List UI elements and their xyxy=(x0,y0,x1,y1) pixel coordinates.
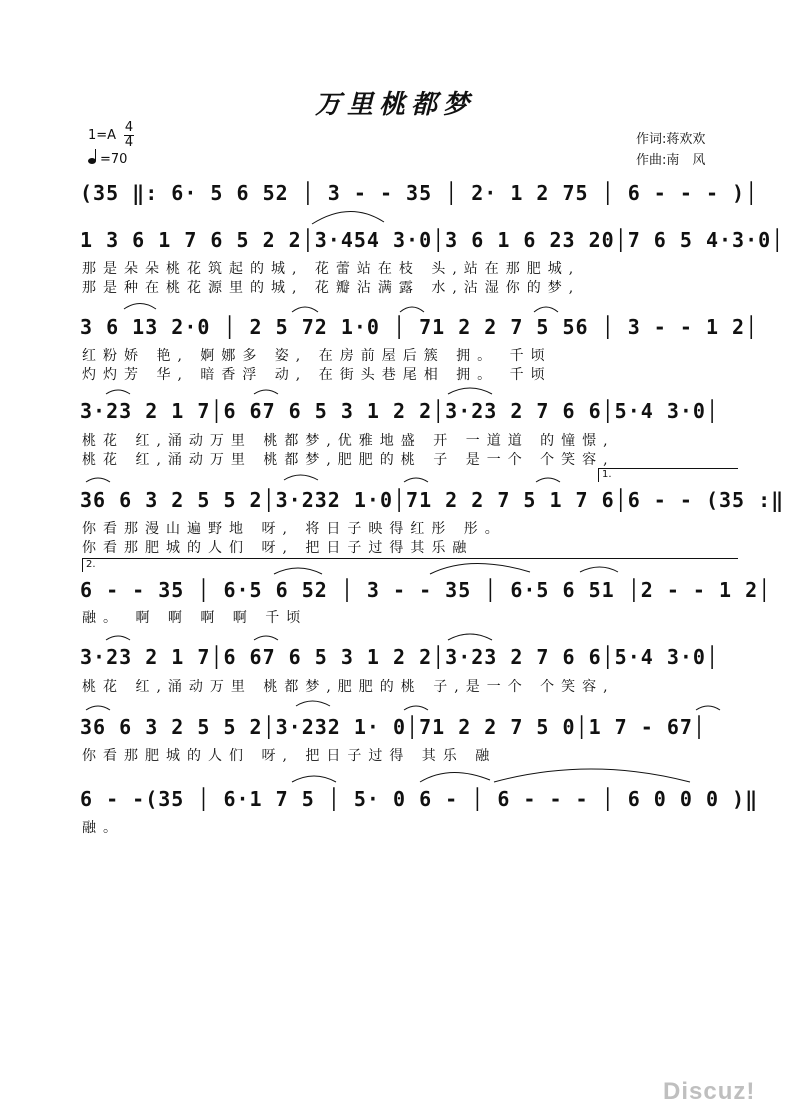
lyric-line: 融。 xyxy=(82,820,124,836)
notation-row: 6 - - 35 │ 6·5 6 52 │ 3 - - 35 │ 6·5 6 51 │2 - - 1 2│ xyxy=(80,578,772,602)
time-signature-bottom: 4 xyxy=(124,135,134,150)
notation-row: 3 6 13 2·0 │ 2 5 72 1·0 │ 71 2 2 7 5 56 │ 3 - - 1 2│ xyxy=(80,315,759,339)
time-signature-top: 4 xyxy=(124,120,134,135)
composer-credit: 作曲:南 风 xyxy=(636,153,706,168)
song-title: 万里桃都梦 xyxy=(314,90,475,120)
notation-row: 1 3 6 1 7 6 5 2 2│3·454 3·0│3 6 1 6 23 20│7 6 5 4·3·0│ xyxy=(80,228,785,252)
lyric-line: 你看那肥城的人们 呀, 把日子过得其乐融 xyxy=(82,540,474,556)
notation-row-intro: (35 ‖: 6· 5 6 52 │ 3 - - 35 │ 2· 1 2 75 │ 6 - - - )│ xyxy=(80,181,759,205)
notation-row-outro: 6 - -(35 │ 6·1 7 5 │ 5· 0 6 - │ 6 - - - │ 6 0 0 0 )‖ xyxy=(80,787,759,811)
lyric-line: 桃花 红,涌动万里 桃都梦,优雅地盛 开 一道道 的憧憬, xyxy=(82,433,615,449)
lyric-line: 灼灼芳 华, 暗香浮 动, 在街头巷尾相 拥。 千顷 xyxy=(82,367,552,383)
watermark-logo: Discuz! xyxy=(663,1078,756,1105)
notation-row: 36 6 3 2 5 5 2│3·232 1·0│71 2 2 7 5 1 7 6│6 - - (35 :‖ xyxy=(80,488,785,512)
lyric-line: 融。 啊 啊 啊 啊 千顷 xyxy=(82,610,308,626)
notation-row: 3·23 2 1 7│6 67 6 5 3 1 2 2│3·23 2 7 6 6│5·4 3·0│ xyxy=(80,645,720,669)
notation-row: 36 6 3 2 5 5 2│3·232 1· 0│71 2 2 7 5 0│1 7 - 67│ xyxy=(80,715,706,739)
lyricist-credit: 作词:蒋欢欢 xyxy=(636,132,706,147)
lyric-line: 你看那肥城的人们 呀, 把日子过得 其乐 融 xyxy=(82,748,497,764)
lyric-line: 桃花 红,涌动万里 桃都梦,肥肥的桃 子,是一个 个笑容, xyxy=(82,679,615,695)
lyric-line: 红粉娇 艳, 婀娜多 姿, 在房前屋后簇 拥。 千顷 xyxy=(82,348,552,364)
lyric-line: 那是种在桃花源里的城, 花瓣沾满露 水,沾湿你的梦, xyxy=(82,280,581,296)
lyric-line: 你看那漫山遍野地 呀, 将日子映得红彤 彤。 xyxy=(82,521,506,537)
tempo-marking: =70 xyxy=(100,152,128,167)
first-ending-label: 1. xyxy=(602,469,612,480)
key-signature: 1=A xyxy=(88,128,117,143)
lyric-line: 桃花 红,涌动万里 桃都梦,肥肥的桃 子 是一个 个笑容, xyxy=(82,452,615,468)
second-ending-label: 2. xyxy=(86,559,96,570)
notation-row: 3·23 2 1 7│6 67 6 5 3 1 2 2│3·23 2 7 6 6│5·4 3·0│ xyxy=(80,399,720,423)
lyric-line: 那是朵朵桃花筑起的城, 花蕾站在枝 头,站在那肥城, xyxy=(82,261,581,277)
